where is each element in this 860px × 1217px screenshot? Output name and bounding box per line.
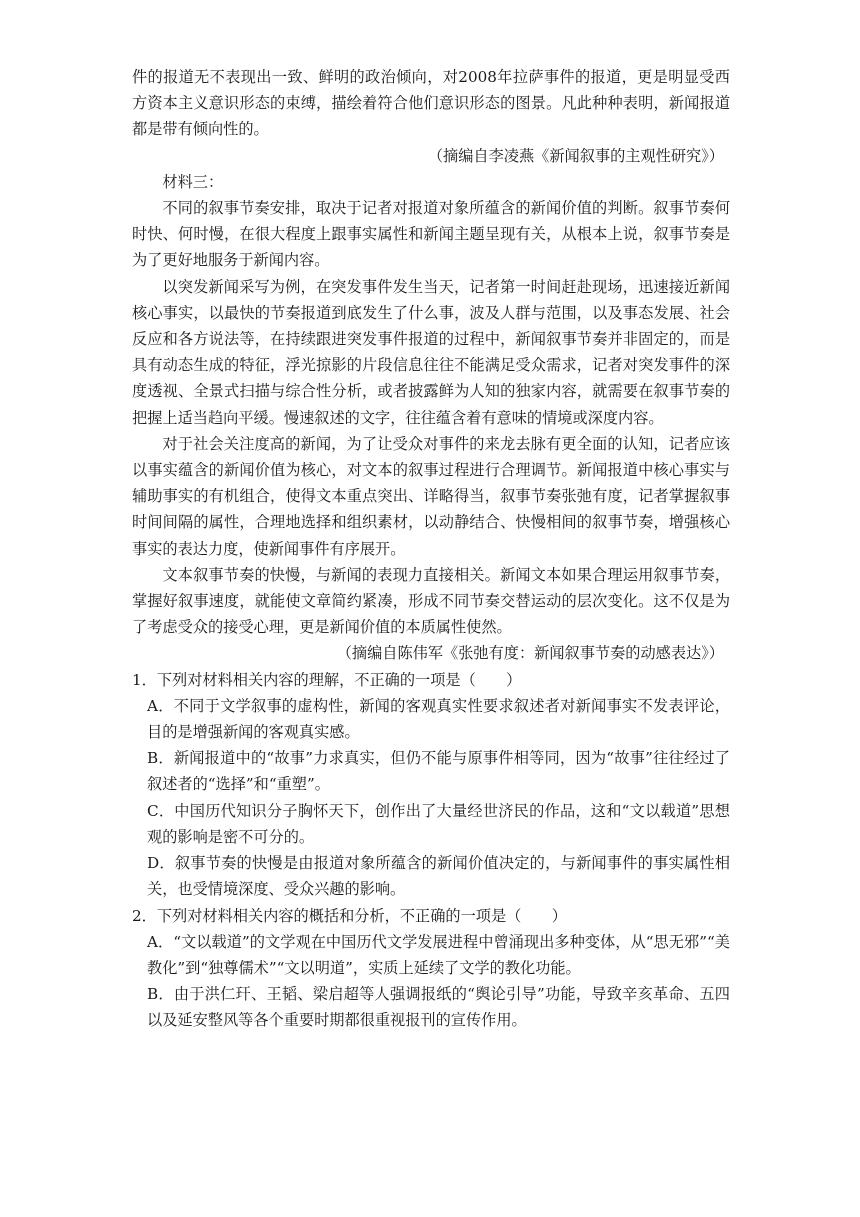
document-page: [132, 64, 730, 1034]
material2-tail-paragraph: 件的报道无不表现出一致、鲜明的政治倾向，对2008年拉萨事件的报道，更是明显受西方资本主义意识形态的束缚，描绘着符合他们意识形态的图景。凡此种种表明，新闻报道都是带有倾向性的。: [132, 68, 730, 139]
question-1: [132, 667, 730, 903]
material3-paragraph-2: 以突发新闻采写为例，在突发事件发生当天，记者第一时间赶赴现场，迅速接近新闻核心事实，以最快的节奏报道到底发生了什么事，波及人群与范围，以及事态发展、社会反应和各方说法等，在持续跟进突发事件报道的过程中，新闻叙事节奏并非固定的，而是具有动态生成的特征，浮光掠影的片段信息往往不能满足受众需求，记者对突发事件的深度透视、全景式扫描与综合性分析，或者披露鲜为人知的独家内容，就需要在叙事节奏的把握上适当趋向平缓。慢速叙述的文字，往往蕴含着有意味的情境或深度内容。: [132, 277, 730, 427]
material3-paragraph-1: 不同的叙事节奏安排，取决于记者对报道对象所蕴含的新闻价值的判断。叙事节奏何时快、何时慢，在很大程度上跟事实属性和新闻主题呈现有关，从根本上说，叙事节奏是为了更好地服务于新闻内容。: [132, 199, 730, 270]
question-1-option-a: A．不同于文学叙事的虚构性，新闻的客观真实性要求叙述者对新闻事实不发表评论，目的是增强新闻的客观真实感。: [147, 696, 730, 742]
question-1-option-d: D．叙事节奏的快慢是由报道对象所蕴含的新闻价值决定的，与新闻事件的事实属性相关，也受情境深度、受众兴趣的影响。: [147, 854, 730, 899]
question-2-stem: 2．下列对材料相关内容的概括和分析，不正确的一项是（ ）: [132, 906, 567, 925]
question-1-stem: 1．下列对材料相关内容的理解，不正确的一项是（ ）: [132, 670, 522, 689]
material3-heading: 材料三：: [162, 172, 224, 191]
source-citation-2: （摘编自李凌燕《新闻叙事的主观性研究》）: [427, 146, 724, 165]
source-citation-3: （摘编自陈伟军《张弛有度：新闻叙事节奏的动感表达》）: [336, 644, 724, 663]
material3-paragraph-3: 对于社会关注度高的新闻，为了让受众对事件的来龙去脉有更全面的认知，记者应该以事实蕴含的新闻价值为核心，对文本的叙事过程进行合理调节。新闻报道中核心事实与辅助事实的有机组合，使得文本重点突出、详略得当，叙事节奏张弛有度，记者掌握叙事时间间隔的属性，合理地选择和组织素材，以动静结合、快慢相间的叙事节奏，增强核心事实的表达力度，使新闻事件有序展开。: [132, 434, 730, 558]
question-2: [132, 903, 730, 1034]
question-2-option-a: A．“文以载道”的文学观在中国历代文学发展进程中曾涌现出多种变体，从“思无邪”“美教化”到“独尊儒术”“文以明道”，实质上延续了文学的教化功能。: [147, 932, 730, 977]
question-1-option-b: B．新闻报道中的“故事”力求真实，但仍不能与原事件相等同，因为“故事”往往经过了叙述者的“选择”和“重塑”。: [147, 749, 730, 794]
question-2-option-b: B．由于洪仁玕、王韬、梁启超等人强调报纸的“舆论引导”功能，导致辛亥革命、五四以及延安整风等各个重要时期都很重视报刊的宣传作用。: [147, 985, 730, 1030]
question-1-option-c: C．中国历代知识分子胸怀天下，创作出了大量经世济民的作品，这和“文以载道”思想观的影响是密不可分的。: [147, 801, 730, 846]
material3-paragraph-4: 文本叙事节奏的快慢，与新闻的表现力直接相关。新闻文本如果合理运用叙事节奏，掌握好叙事速度，就能使文章简约紧凑，形成不同节奏交替运动的层次变化。这不仅是为了考虑受众的接受心理，更是新闻价值的本质属性使然。: [132, 565, 730, 637]
